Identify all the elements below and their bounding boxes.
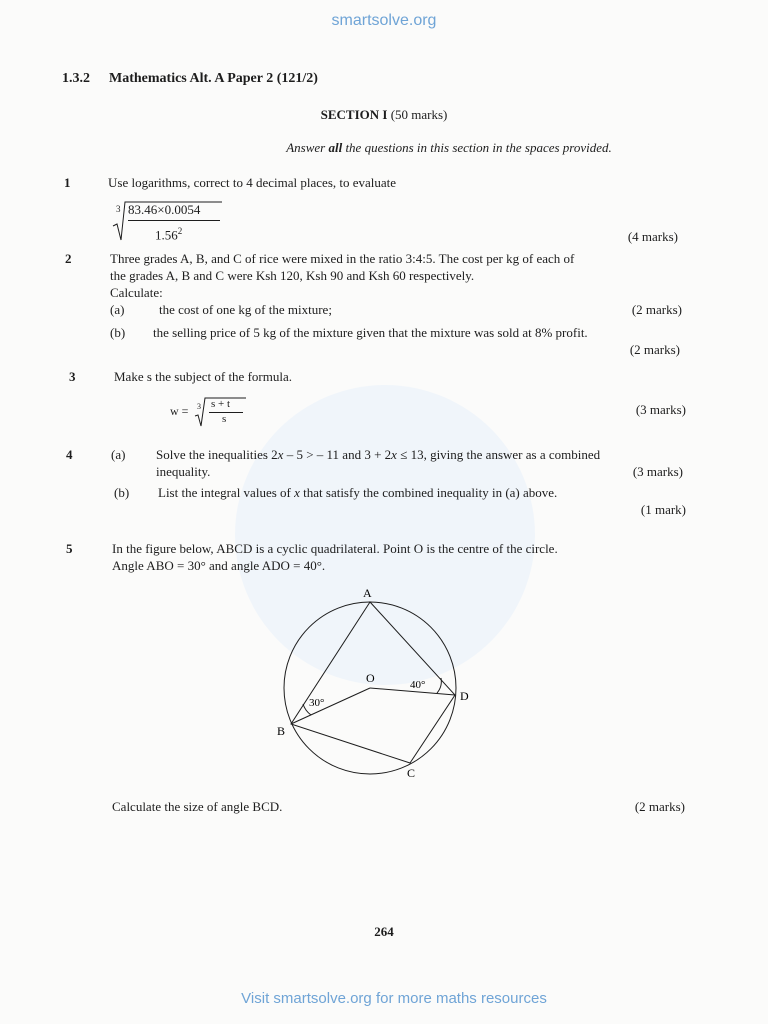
q4-b-label: (b) [114,485,130,500]
q4-a-marks: (3 marks) [632,464,683,479]
q3-denominator: s [222,413,227,425]
section-heading [0,107,768,123]
label-b: B [277,724,286,738]
q2-line-1: Three grades A, B, and C of rice were mixed in the ratio 3:4:5. The cost per kg of each of [110,251,575,266]
q1-expression [110,196,230,244]
q2-b-marks: (2 marks) [629,342,680,357]
instruction-post: the questions in this section in the spaces provided. [342,140,612,155]
q5-question: Calculate the size of angle BCD. [112,799,283,814]
q4-number: 4 [66,447,73,462]
q4-b-text [158,485,557,501]
q1-denominator-base: 1.56 [155,227,178,243]
page-number: 264 [374,924,394,939]
section-marks: (50 marks) [390,107,448,122]
watermark-top: smartsolve.org [331,12,437,29]
q4-b-var: x [294,485,300,500]
q5-number: 5 [66,541,73,556]
q1-denominator-exponent: 2 [177,226,183,236]
q5-line-2: Angle ABO = 30° and angle ADO = 40°. [112,558,326,573]
q5-circle-figure [260,585,500,795]
q2-a-marks: (2 marks) [631,302,682,317]
q2-a-label: (a) [110,302,125,317]
q1-text: Use logarithms, correct to 4 decimal places, to evaluate [108,175,397,190]
instructions [0,140,768,156]
q2-b-text: the selling price of 5 kg of the mixture given that the mixture was sold at 8% profit. [153,325,588,340]
paper-number: 1.3.2 [62,71,90,86]
section-name: SECTION I [320,107,388,122]
q4-b-text-2: that satisfy the combined inequality in (a) above. [299,485,558,500]
q4-b-text-1: List the integral values of [158,485,295,500]
q5-line-1: In the figure below, ABCD is a cyclic quadrilateral. Point O is the centre of the circle. [112,541,558,556]
q1-denominator [155,226,182,243]
q1-fraction-bar [128,220,220,221]
q1-marks: (4 marks) [627,229,678,244]
q2-number: 2 [65,251,72,266]
q3-number: 3 [69,369,76,384]
label-a: A [363,586,372,600]
q1-numerator: 83.46×0.0054 [128,202,201,217]
label-c: C [407,766,416,780]
q4-a-var-2: x [391,447,397,462]
q1-number: 1 [64,175,71,190]
q2-a-text: the cost of one kg of the mixture; [159,302,332,317]
angle-label-d: 40° [410,679,426,691]
label-d: D [460,689,469,703]
instruction-pre: Answer [286,140,329,155]
q3-text: Make s the subject of the formula. [114,369,292,384]
q2-line-2: the grades A, B and C were Ksh 120, Ksh 90 and Ksh 60 respectively. [110,268,475,283]
q4-a-line-1 [156,447,600,463]
watermark-bottom: Visit smartsolve.org for more maths resources [241,990,547,1007]
angle-label-b: 30° [309,697,325,709]
angle-arc-d [437,678,441,693]
q3-formula [170,396,260,428]
q4-a-var-1: x [277,447,284,462]
q4-a-text-2: – 5 > – 11 and 3 + 2 [283,447,392,462]
q4-a-line-2: inequality. [156,464,211,479]
q4-a-text-1: Solve the inequalities 2 [156,447,278,462]
q3-numerator: s + t [211,398,231,410]
q2-b-label: (b) [110,325,126,340]
instruction-emphasis: all [328,140,343,155]
q4-a-text-3: ≤ 13, giving the answer as a combined [396,447,601,462]
q4-b-marks: (1 mark) [640,502,686,517]
label-o: O [366,671,375,685]
paper-title: Mathematics Alt. A Paper 2 (121/2) [109,71,318,86]
q2-line-3: Calculate: [110,285,163,300]
q3-lhs: w = [170,404,189,418]
q4-a-label: (a) [111,447,126,462]
q3-root-index: 3 [197,402,201,411]
q5-marks: (2 marks) [634,799,685,814]
q3-marks: (3 marks) [635,402,686,417]
q1-root-index: 3 [116,204,121,214]
